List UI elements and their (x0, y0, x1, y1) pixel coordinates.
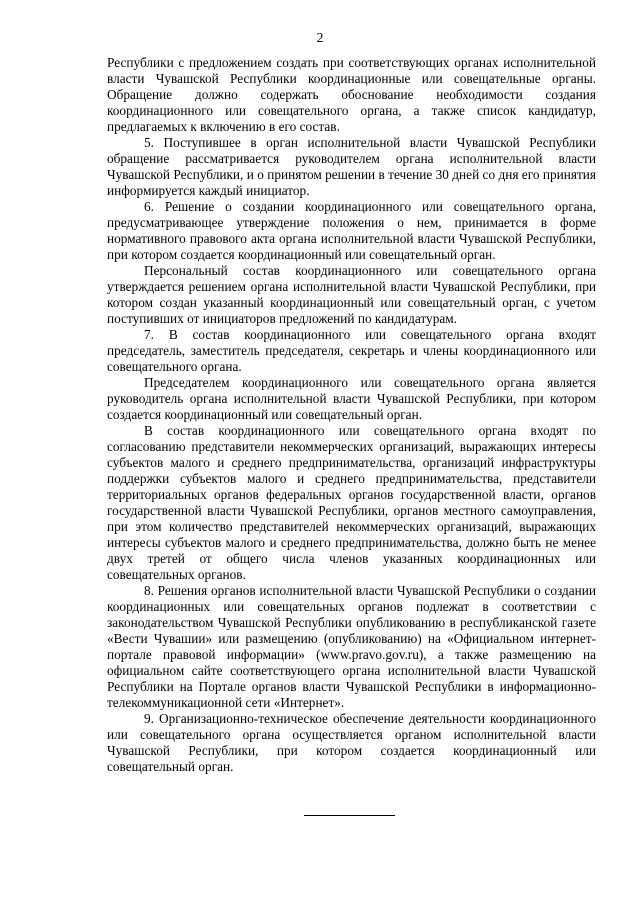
paragraph-item-7: 7. В состав координационного или совещательного органа входят председатель, заместитель председателя, секретарь и члены координационного или совещательного органа. (107, 327, 596, 374)
paragraph-chairman: Председателем координационного или совещательного органа является руководитель органа исполнительной власти Чувашской Республики, при котором создается координационный или совещательный орган. (107, 375, 596, 422)
paragraph-item-9: 9. Организационно-техническое обеспечение деятельности координационного или совещательного органа осуществляется органом исполнительной власти Чувашской Республики, при котором создается координационный или совещательный орган. (107, 711, 596, 774)
paragraph-personal-composition: Персональный состав координационного или совещательного органа утверждается решением органа исполнительной власти Чувашской Республики, при котором создан указанный координационный или совещательный орган, с учетом поступивших от инициаторов предложений по кандидатурам. (107, 263, 596, 326)
page-number: 2 (316, 31, 324, 46)
paragraph-continuation: Республики с предложением создать при соответствующих органах исполнительной власти Чувашской Республики координационные или совещательные органы. Обращение должно содержать обоснование необходимости создания координационного или совещательного органа, а также список кандидатур, предлагаемых к включению в его состав. (107, 55, 596, 134)
paragraph-item-6: 6. Решение о создании координационного или совещательного органа, предусматривающее утверждение положения о нем, принимается в форме нормативного правового акта органа исполнительной власти Чувашской Республики, при котором создается координационный или совещательный орган. (107, 199, 596, 262)
paragraph-item-8: 8. Решения органов исполнительной власти Чувашской Республики о создании координационных или совещательных органов подлежат в соответствии с законодательством Чувашской Республики опубликованию в республиканской газете «Вести Чувашии» или размещению (опубликованию) на «Официальном интернет-портале правовой информации» (www.pravo.gov.ru), а также размещению на официальном сайте соответствующего органа исполнительной власти Чувашской Республики на Портале органов власти Чувашской Республики в информационно-телекоммуникационной сети «Интернет». (107, 583, 596, 710)
end-separator-line (304, 815, 395, 816)
paragraph-item-5: 5. Поступившее в орган исполнительной власти Чувашской Республики обращение рассматривается руководителем органа исполнительной власти Чувашской Республики, и о принятом решении в течение 30 дней со дня его принятия информируется каждый инициатор. (107, 135, 596, 198)
paragraph-members: В состав координационного или совещательного органа входят по согласованию представители некоммерческих организаций, выражающих интересы субъектов малого и среднего предпринимательства, организаций инфраструктуры поддержки субъектов малого и среднего предпринимательства, представители территориальных органов федеральных органов государственной власти, органов государственной власти Чувашской Республики, органов местного самоуправления, при этом количество представителей некоммерческих организаций, выражающих интересы субъектов малого и среднего предпринимательства, должно быть не менее двух третей от общего числа членов указанных координационных или совещательных органов. (107, 423, 596, 582)
document-body (107, 55, 596, 775)
